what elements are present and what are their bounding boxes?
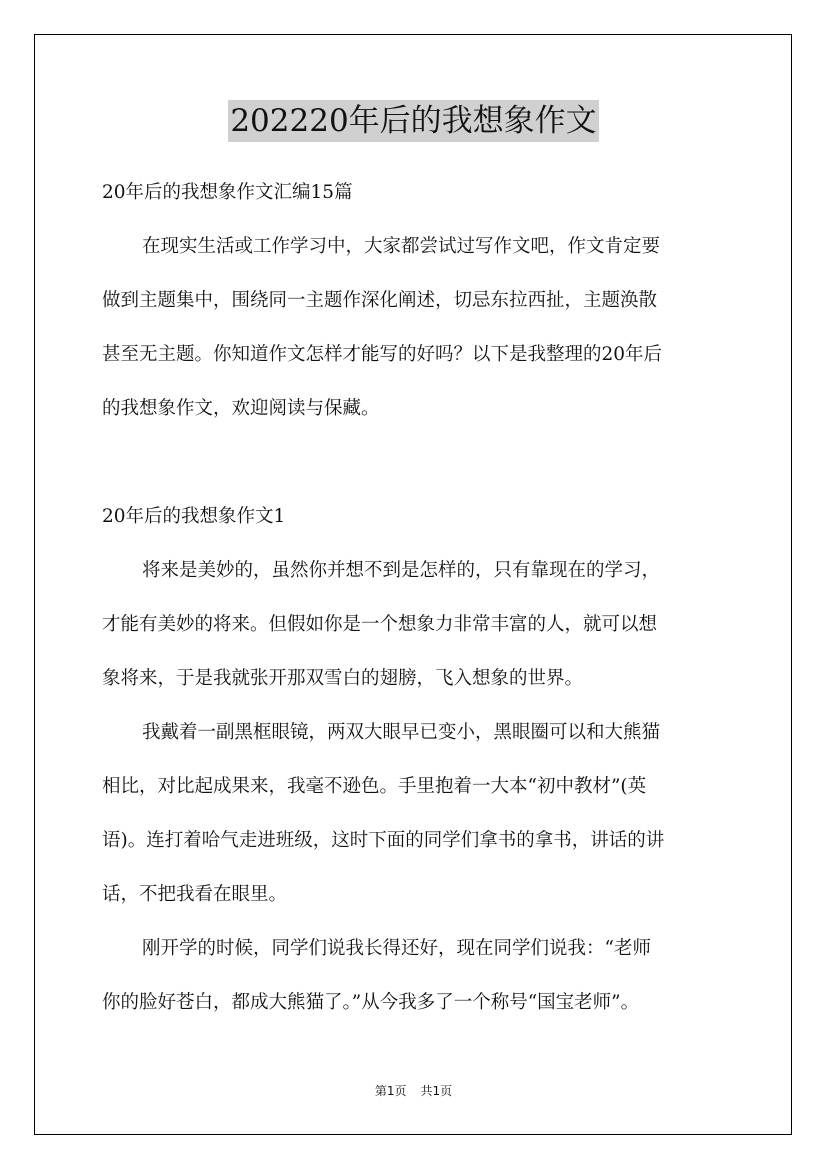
text-line: 才能有美妙的将来。但假如你是一个想象力非常丰富的人，就可以想 [102, 614, 658, 635]
text-line: 做到主题集中，围绕同一主题作深化阐述，切忌东拉西扯，主题涣散 [102, 290, 658, 311]
blank-line [102, 443, 732, 497]
page-footer [0, 1082, 827, 1099]
text-line: 我戴着一副黑框眼镜，两双大眼早已变小，黑眼圈可以和大熊猫 [142, 722, 661, 743]
section-heading: 20年后的我想象作文1 [102, 506, 286, 527]
text-line: 在现实生活或工作学习中，大家都尝试过写作文吧，作文肯定要 [142, 236, 661, 257]
document-body [102, 173, 732, 1037]
text-line: 象将来，于是我就张开那双雪白的翅膀，飞入想象的世界。 [102, 668, 584, 689]
page-number: 第1页 [374, 1084, 407, 1098]
text-line: 语)。连打着哈气走进班级，这时下面的同学们拿书的拿书，讲话的讲 [102, 830, 665, 851]
document-title: 202220年后的我想象作文 [228, 100, 598, 142]
title-container [0, 100, 827, 142]
text-line: 你的脸好苍白，都成大熊猫了。”从今我多了一个称号“国宝老师”。 [102, 992, 640, 1013]
text-line: 话，不把我看在眼里。 [102, 884, 288, 905]
text-line: 刚开学的时候，同学们说我长得还好，现在同学们说我：“老师 [142, 938, 651, 959]
text-line: 的我想象作文，欢迎阅读与保藏。 [102, 398, 380, 419]
text-line: 相比，对比起成果来，我毫不逊色。手里抱着一大本“初中教材”(英 [102, 776, 647, 797]
page-total: 共1页 [420, 1084, 453, 1098]
text-line: 将来是美妙的，虽然你并想不到是怎样的，只有靠现在的学习， [142, 560, 661, 581]
text-line: 甚至无主题。你知道作文怎样才能写的好吗？以下是我整理的20年后 [102, 344, 663, 365]
text-line: 20年后的我想象作文汇编15篇 [102, 182, 353, 203]
